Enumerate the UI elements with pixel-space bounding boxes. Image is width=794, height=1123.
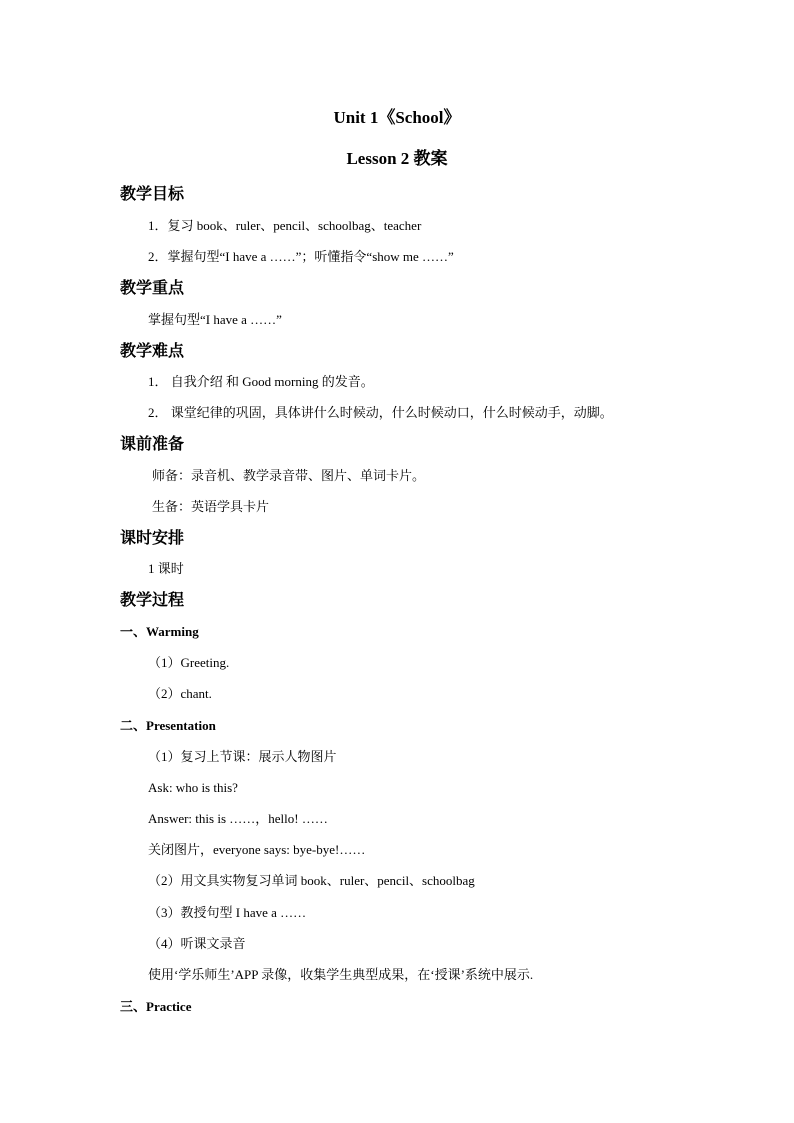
preparation-item: 师备：录音机、教学录音带、图片、单词卡片。 [152, 468, 426, 483]
preparation-item: 生备：英语学具卡片 [152, 499, 270, 514]
presentation-item: （3）教授句型 I have a …… [148, 905, 307, 920]
presentation-item: （4）听课文录音 [148, 936, 246, 951]
section-heading-preparation: 课前准备 [120, 434, 185, 453]
document-subtitle: Lesson 2 教案 [346, 149, 448, 168]
presentation-item: （1）复习上节课：展示人物图片 [148, 749, 337, 764]
presentation-item: 关闭图片，everyone says: bye-bye!…… [148, 842, 366, 857]
section-heading-objectives: 教学目标 [120, 184, 185, 203]
presentation-item: （2）用文具实物复习单词 book、ruler、pencil、schoolbag [148, 873, 475, 888]
section-heading-difficulties: 教学难点 [120, 341, 185, 360]
presentation-item: Ask: who is this? [148, 780, 238, 795]
section-heading-schedule: 课时安排 [120, 528, 185, 547]
presentation-item: 使用‘学乐师生’APP 录像，收集学生典型成果，在‘授课’系统中展示. [148, 967, 534, 982]
difficulty-item: 1． 自我介绍 和 Good morning 的发音。 [148, 374, 374, 389]
objective-item: 2．掌握句型“I have a ……”；听懂指令“show me ……” [148, 249, 454, 264]
subsection-heading-practice: 三、Practice [120, 999, 192, 1014]
warming-item: （1）Greeting. [148, 655, 230, 670]
schedule-item: 1 课时 [148, 561, 184, 576]
document-title: Unit 1《School》 [333, 108, 461, 127]
warming-item: （2）chant. [148, 686, 212, 701]
presentation-item: Answer: this is ……，hello! …… [148, 811, 328, 826]
difficulty-item: 2． 课堂纪律的巩固，具体讲什么时候动，什么时候动口，什么时候动手，动脚。 [148, 405, 613, 420]
section-heading-key-points: 教学重点 [120, 278, 185, 297]
subsection-heading-warming: 一、Warming [120, 624, 199, 639]
objective-item: 1．复习 book、ruler、pencil、schoolbag、teacher [148, 218, 422, 233]
subsection-heading-presentation: 二、Presentation [120, 718, 216, 733]
key-point-item: 掌握句型“I have a ……” [148, 312, 282, 327]
section-heading-process: 教学过程 [120, 590, 185, 609]
